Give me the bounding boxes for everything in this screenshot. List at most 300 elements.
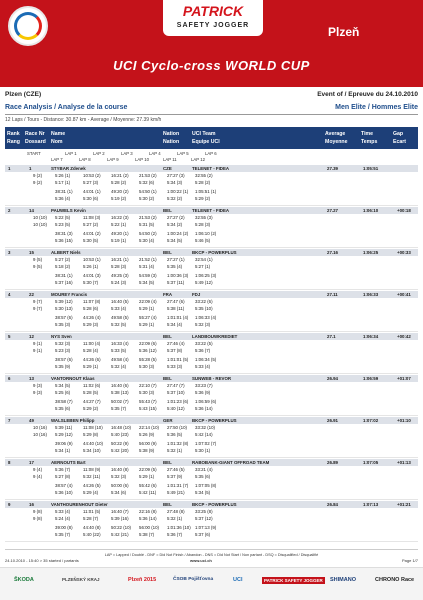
lap-time-cell: 22:09 (5) [139,467,157,472]
lap-time-cell: 55:43 (7) [139,399,157,404]
header-team: UCI Team Equipe UCI [192,131,220,145]
lap-time-cell: 38:58 (7) [55,399,73,404]
lap-time-cell: 5:32 (3) [111,474,127,479]
lap-label: LAP 8 [79,157,91,162]
lap-time-cell: 49:58 (4) [111,357,129,362]
lap-time-cell: 27:47 (7) [167,383,185,388]
lap-time-cell: 49:25 (3) [111,273,129,278]
rider-name: STYBAR Zdenek [51,166,86,171]
lap-time-cell: 33:22 (6) [195,299,213,304]
lap-time-cell: 11:00 (4) [83,341,101,346]
lap-label: LAP 4 [149,151,161,156]
rider-average: 27.1 [327,334,336,339]
lap-time-cell: 54:59 (3) [139,273,157,278]
lap-time-cell: 5:30 (5) [83,238,99,243]
lap-time-cell: 1:07:02 (7) [195,441,217,446]
lap-time-cell: 27:46 (4) [167,341,185,346]
lap-time-cell: 11:08 (10) [83,425,103,430]
lap-time-cell: 5:37 (16) [55,280,73,285]
lap-time-cell: 5:38 (9) [139,448,155,453]
lap-time-cell: 32:54 (1) [195,257,213,262]
lap-time-cell: 5:28 (6) [83,306,99,311]
rider-gap: +01:10 [397,418,411,423]
lap-time-cell: 5:36 (12) [139,348,157,353]
lap-time-cell: 5:22 (1) [111,222,127,227]
lap-time-cell: 44:01 (2) [83,231,101,236]
rider-average: 27.27 [327,208,338,213]
rider-average: 26.94 [327,376,338,381]
lap-time-cell: 10 (10) [33,215,47,220]
lap-time-cell: 5:29 (8) [83,432,99,437]
lap-time-cell: 5:29 (3) [83,322,99,327]
section-line [5,104,418,115]
lap-time-cell: 54:50 (2) [139,231,157,236]
lap-time-cell: 5:38 (7) [139,532,155,537]
lap-time-cell: 27:50 (10) [167,425,188,430]
rider-average: 27.39 [327,166,338,171]
lap-time-cell: 5:43 (15) [139,406,157,411]
lap-time-cell: 5:30 (3) [139,364,155,369]
lap-label: LAP 7 [51,157,63,162]
lap-time-cell: 5:37 (9) [167,474,183,479]
lap-time-cell: 5:29 (2) [83,406,99,411]
rider-time: 1:06:34 [363,334,379,339]
lap-time-cell: 5:37 (10) [167,390,185,395]
lap-time-cell: 5:38 (13) [111,390,129,395]
rider-bib: 16 [29,502,34,507]
lap-time-cell: 44:01 (3) [83,273,101,278]
rider-rank: 1 [8,166,11,171]
rider-time: 1:07:02 [363,418,379,423]
lap-time-cell: 9 (1) [33,348,43,353]
lap-time-cell: 5:32 (2) [167,196,183,201]
rider-nation: GER [163,418,173,423]
rider-rank: 7 [8,418,11,423]
lap-label: LAP 12 [191,157,206,162]
lap-time-cell: 5:29 (1) [139,322,155,327]
rider-time: 1:07:13 [363,502,379,507]
lap-time-cell: 1:00:22 (1) [167,189,189,194]
lap-time-cell: 5:49 (21) [167,490,185,495]
lap-time-cell: 49:20 (1) [111,231,129,236]
lap-time-cell: 5:30 (13) [55,306,73,311]
rider-average: 27.11 [327,292,338,297]
rider-gap: +00:41 [397,292,411,297]
lap-time-cell: 5:32 (6) [139,180,155,185]
sponsor-strip [0,567,423,600]
row-divider [5,289,418,290]
lap-time-cell: 5:35 (7) [55,532,71,537]
lap-time-cell: 5:18 (2) [55,264,71,269]
lap-time-cell: 27:27 (2) [167,215,185,220]
rider-nation: CZE [163,166,172,171]
row-divider [5,457,418,458]
lap-time-cell: 5:34 (10) [83,448,101,453]
sponsor-logo: CHRONO Race [375,577,415,583]
lap-time-cell: 44:26 (4) [83,315,101,320]
lap-time-cell: 5:27 (2) [55,257,71,262]
lap-time-cell: 21:53 (2) [139,215,157,220]
lap-time-cell: 11:01 (5) [83,509,101,514]
lap-label: LAP 1 [65,151,77,156]
lap-time-cell: 38:31 (1) [55,273,73,278]
section-title: Race Analysis / Analyse de la course [5,104,128,111]
lap-time-cell: 56:00 (10) [139,525,160,530]
rider-gap: +00:33 [397,250,411,255]
rider-name: MOUREY Francis [51,292,88,297]
rider-team: FDJ [192,292,201,297]
lap-time-cell: 27:27 (3) [167,173,185,178]
lap-time-cell: 5:34 (5) [195,490,211,495]
rider-bib: 22 [29,292,34,297]
rider-average: 26.84 [327,502,338,507]
lap-time-cell: 21:53 (2) [139,173,157,178]
lap-time-cell: 27:27 (1) [167,257,185,262]
event-place: Plzen (CZE) [5,91,42,98]
rider-name: WALSLEBEN Philipp [51,418,95,423]
rider-bib: 12 [29,334,34,339]
rider-nation: BEL [163,376,172,381]
lap-time-cell: 5:17 (1) [55,180,71,185]
lap-time-cell: 5:32 (1) [167,448,183,453]
sponsor-main-text: PATRICK [182,3,244,19]
lap-time-cell: 5:31 (5) [139,222,155,227]
lap-label: LAP 6 [205,151,217,156]
lap-time-cell: 5:38 (11) [167,306,185,311]
lap-label: LAP 9 [107,157,119,162]
lap-time-cell: 22:09 (6) [139,341,157,346]
lap-time-cell: 56:00 (9) [139,441,157,446]
lap-time-cell: 1:00:36 (3) [167,273,189,278]
lap-time-cell: 22:16 (8) [139,509,157,514]
lap-time-cell: 5:39 (12) [55,299,73,304]
lap-time-cell: 10 (16) [33,432,47,437]
lap-time-cell: 5:23 (3) [55,348,71,353]
rider-name: PAUWELS Kevin [51,208,86,213]
lap-time-cell: 9 (2) [33,173,43,178]
rider-nation: BEL [163,334,172,339]
lap-time-cell: 5:36 (9) [195,390,211,395]
lap-time-cell: 5:23 (5) [55,222,71,227]
row-divider [5,247,418,248]
lap-time-cell: 55:28 (5) [139,357,157,362]
lap-time-cell: 39:06 (9) [55,441,73,446]
lap-time-cell: 5:28 (3) [195,222,211,227]
rider-name: VANTORNOUT Klaas [51,376,95,381]
lap-time-cell: 5:36 (4) [55,196,71,201]
lap-time-cell: 5:32 (11) [83,474,101,479]
lap-time-cell: 22:10 (7) [139,383,157,388]
lap-time-cell: 5:39 (11) [55,425,73,430]
rider-nation: BEL [163,208,172,213]
lap-time-cell: 5:32 (1) [167,516,183,521]
lap-time-cell: 16:40 (7) [111,509,129,514]
lap-label: LAP 2 [93,151,105,156]
event-line [5,91,418,101]
lap-time-cell: 32:55 (2) [195,173,213,178]
sponsor-logo: Plzeň 2015 [128,577,157,583]
lap-time-cell: 5:35 (4) [167,264,183,269]
lap-time-cell: 39:00 (8) [55,525,73,530]
lap-time-cell: 1:01:36 (10) [167,525,191,530]
lap-time-cell: 5:36 (14) [195,406,213,411]
rider-nation: BEL [163,502,172,507]
header-gap: Gap Ecart [393,131,406,145]
lap-time-cell: 9 (3) [33,383,43,388]
lap-label: LAP 3 [121,151,133,156]
lap-time-cell: 9 (4) [33,467,43,472]
lap-time-cell: 5:29 (12) [55,432,73,437]
lap-time-cell: 21:52 (1) [139,257,157,262]
lap-time-cell: 49:58 (5) [111,315,129,320]
rider-name: NYS Sven [51,334,72,339]
lap-time-cell: 5:42 (21) [111,532,129,537]
rider-bib: 14 [29,208,34,213]
lap-time-cell: 54:50 (1) [139,189,157,194]
rider-rank: 9 [8,502,11,507]
footer-page: Page 1/7 [401,558,418,563]
start-label: START [27,151,41,156]
rider-bib: 17 [29,460,34,465]
rider-row [5,291,418,333]
rider-team: LANDBOUWKREDIET [192,334,238,339]
rider-average: 26.91 [327,418,338,423]
lap-time-cell: 1:06:25 (3) [195,273,217,278]
lap-time-cell: 5:36 (7) [195,348,211,353]
lap-time-cell: 5:33 (5) [111,348,127,353]
lap-time-cell: 1:01:32 (8) [167,441,189,446]
lap-time-cell: 16:48 (10) [111,425,132,430]
lap-time-cell: 1:01:01 (4) [167,315,189,320]
lap-time-cell: 5:34 (6) [111,490,127,495]
lap-time-cell: 5:28 (3) [111,264,127,269]
lap-time-cell: 1:06:59 (6) [195,399,217,404]
rider-rank: 2 [8,208,11,213]
lap-time-cell: 38:31 (1) [55,189,73,194]
rider-rank: 3 [8,250,11,255]
lap-time-cell: 33:32 (10) [195,425,216,430]
lap-time-cell: 5:29 (1) [139,306,155,311]
rider-team: BKCP - POWERPLUS [192,418,237,423]
rider-gap: +00:18 [397,208,411,213]
lap-time-cell: 44:01 (1) [83,189,101,194]
header-nation: Nation Nation [163,131,180,145]
lap-time-cell: 5:29 (4) [83,490,99,495]
lap-time-cell: 5:25 (6) [55,390,71,395]
sponsor-logo: PATRICK SAFETY JOGGER [264,578,323,583]
event-date: Event of / Epreuve du 24.10.2010 [317,91,418,98]
lap-time-cell: 5:40 (12) [167,406,185,411]
lap-time-cell: 16:21 (1) [111,257,129,262]
rider-average: 26.89 [327,460,338,465]
lap-time-cell: 38:31 (3) [55,231,73,236]
rider-time: 1:06:59 [363,376,379,381]
rider-gap: +01:13 [397,460,411,465]
lap-time-cell: 1:07:05 (8) [195,483,217,488]
lap-time-cell: 5:39 (16) [111,516,129,521]
lap-time-cell: 5:27 (8) [55,474,71,479]
lap-time-cell: 1:00:24 (2) [167,231,189,236]
lap-time-cell: 9 (5) [33,264,43,269]
rider-time: 1:07:05 [363,460,379,465]
lap-time-cell: 5:33 (4) [55,509,71,514]
lap-time-cell: 5:29 (1) [83,364,99,369]
lap-time-cell: 11:07 (8) [83,299,101,304]
lap-time-cell: 5:30 (7) [83,280,99,285]
lap-time-cell: 5:40 (22) [83,532,101,537]
lap-time-cell: 9 (7) [33,306,43,311]
lap-time-cell: 55:27 (4) [139,315,157,320]
lap-time-cell: 5:34 (2) [167,222,183,227]
banner-title: UCI Cyclo-cross WORLD CUP [113,58,310,73]
lap-time-cell: 27:47 (6) [167,299,185,304]
lap-time-cell: 1:07:13 (9) [195,525,217,530]
rider-row [5,207,418,249]
lap-time-cell: 16:22 (3) [111,215,129,220]
lap-time-cell: 5:30 (2) [139,196,155,201]
rider-row [5,459,418,501]
lap-time-cell: 9 (8) [33,516,43,521]
lap-time-cell: 5:36 (10) [55,490,73,495]
lap-time-cell: 10 (10) [33,222,47,227]
lap-time-cell: 5:26 (1) [55,173,71,178]
lap-time-cell: 16:21 (2) [111,173,129,178]
rider-row [5,333,418,375]
uci-logo-icon [8,6,48,46]
lap-time-cell: 44:40 (10) [83,441,104,446]
lap-time-cell: 11:08 (9) [83,467,101,472]
lap-time-cell: 5:29 (1) [139,474,155,479]
lap-time-cell: 5:27 (2) [83,222,99,227]
lap-time-cell: 33:21 (4) [195,467,213,472]
lap-time-cell: 38:57 (6) [55,357,73,362]
lap-time-cell: 11:08 (3) [83,215,101,220]
row-divider [5,541,418,542]
row-divider [5,331,418,332]
lap-time-cell: 50:02 (7) [111,399,129,404]
lap-time-cell: 9 (8) [33,509,43,514]
rider-average: 27.16 [327,250,338,255]
lap-time-cell: 5:33 (4) [111,306,127,311]
rider-rank: 5 [8,334,11,339]
rider-time: 1:06:10 [363,208,379,213]
lap-time-cell: 5:32 (3) [195,322,211,327]
lap-time-cell: 5:34 (5) [55,383,71,388]
lap-time-cell: 5:36 (5) [167,432,183,437]
header-average: Average Moyenne [325,131,348,145]
lap-time-cell: 44:26 (6) [83,357,101,362]
lap-time-cell: 5:29 (2) [195,196,211,201]
lap-time-cell: 5:42 (20) [111,448,129,453]
lap-time-cell: 5:35 (9) [55,364,71,369]
lap-time-cell: 27:46 (5) [167,467,185,472]
lap-time-cell: 5:37 (8) [167,348,183,353]
lap-time-cell: 33:25 (8) [195,509,213,514]
header-name: Name Nom [51,131,66,145]
lap-time-cell: 5:35 (7) [111,406,127,411]
lap-time-cell: 9 (3) [33,390,43,395]
lap-time-cell: 9 (7) [33,299,43,304]
city-name: Plzeň [328,25,360,39]
rider-time: 1:06:25 [363,250,379,255]
rider-team: SUNWEB - REVOR [192,376,232,381]
lap-time-cell: 5:35 (3) [55,322,71,327]
sponsor-logo: UCI [233,577,243,583]
lap-time-cell: 5:24 (3) [111,280,127,285]
row-divider [5,415,418,416]
lap-time-cell: 5:19 (1) [111,238,127,243]
lap-time-cell: 38:57 (4) [55,483,73,488]
lap-time-cell: 10:53 (2) [83,173,101,178]
lap-time-cell: 49:20 (2) [111,189,129,194]
lap-time-cell: 16:40 (6) [111,383,129,388]
rider-team: BKCP - POWERPLUS [192,250,237,255]
rider-rank: 4 [8,292,11,297]
lap-time-cell: 44:26 (5) [83,483,101,488]
lap-time-cell: 5:40 (23) [111,432,129,437]
lap-time-cell: 9 (4) [33,474,43,479]
lap-time-cell: 27:48 (8) [167,509,185,514]
row-divider [5,373,418,374]
lap-time-cell: 5:35 (6) [195,474,211,479]
lap-time-cell: 33:23 (7) [195,383,213,388]
rider-time: 1:06:33 [363,292,379,297]
lap-time-cell: 5:28 (2) [195,180,211,185]
lap-time-cell: 5:35 (6) [55,406,71,411]
lap-time-cell: 5:30 (4) [139,238,155,243]
lap-time-cell: 1:06:10 (2) [195,231,217,236]
rider-team: BKCP - POWERPLUS [192,502,237,507]
lap-time-cell: 5:49 (12) [195,280,213,285]
lap-time-cell: 5:36 (15) [55,238,73,243]
lap-time-cell: 16:40 (5) [111,299,129,304]
lap-time-cell: 10 (16) [33,425,47,430]
rider-row [5,375,418,417]
lap-time-cell: 16:40 (8) [111,467,129,472]
rider-bib: 1 [29,166,32,171]
lap-time-cell: 1:01:23 (6) [167,399,189,404]
rider-row [5,249,418,291]
lap-time-cell: 1:01:31 (7) [167,483,189,488]
rider-row [5,165,418,207]
lap-time-cell: 9 (5) [33,257,43,262]
table-header [5,127,418,149]
rider-nation: BEL [163,250,172,255]
lap-time-cell: 5:32 (3) [55,341,71,346]
lap-time-cell: 5:42 (14) [195,432,213,437]
lap-time-cell: 5:22 (5) [55,215,71,220]
lap-time-cell: 5:28 (4) [83,348,99,353]
row-divider [5,499,418,500]
lap-time-cell: 5:42 (11) [139,490,157,495]
rider-team: TELENET - FIDEA [192,208,230,213]
rider-gap: +01:07 [397,376,411,381]
lap-time-cell: 5:30 (6) [83,196,99,201]
lap-time-cell: 11:02 (6) [83,383,101,388]
header-race-nr: Race Nr Dossard [25,131,46,145]
footer-left: 24.10.2010 - 15:40 > 35 started / partants [5,558,79,563]
rider-rank: 8 [8,460,11,465]
lap-time-cell: 1:01:01 (5) [167,357,189,362]
header-rank: Rank Rang [7,131,20,145]
page-footer [5,557,418,565]
lap-time-cell: 5:33 (3) [167,364,183,369]
lap-time-cell: 5:37 (6) [195,532,211,537]
lap-time-cell: 50:22 (9) [111,441,129,446]
lap-time-cell: 5:30 (1) [195,448,211,453]
lap-time-cell: 5:34 (5) [167,238,183,243]
lap-time-cell: 9 (2) [33,180,43,185]
